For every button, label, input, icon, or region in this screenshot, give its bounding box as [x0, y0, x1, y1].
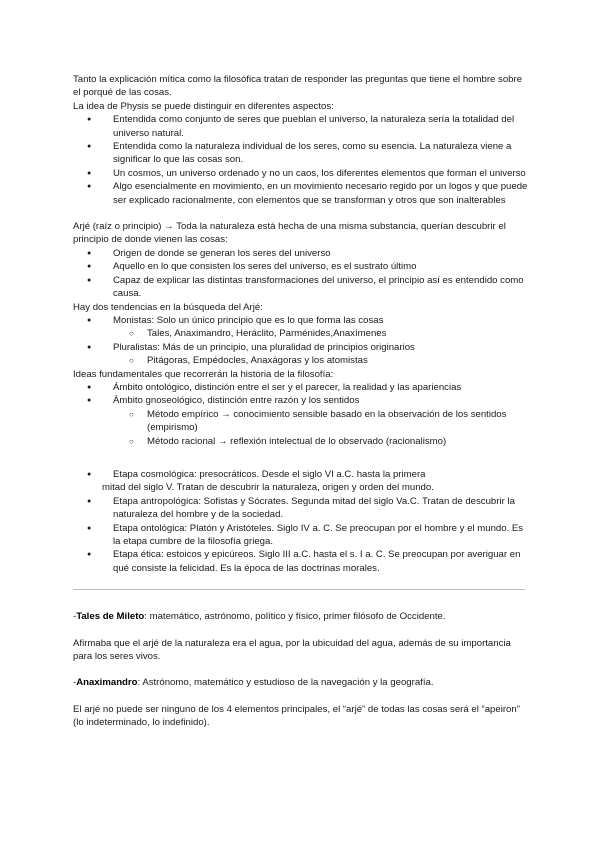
list-item: ● Etapa cosmológica: presocráticos. Desde el siglo VI a.C. hasta la primera	[73, 468, 528, 481]
list-item-continuation: mitad del siglo V. Tratan de descubrir la naturaleza, origen y orden del mundo.	[102, 482, 434, 494]
anaximandro-line: -Anaximandro: Astrónomo, matemático y estudioso de la navegación y la geografía.	[73, 677, 434, 689]
anaximandro-description: : Astrónomo, matemático y estudioso de la navegación y la geografía.	[137, 677, 434, 689]
list-item: ● Un cosmos, un universo ordenado y no un caos, los diferentes elementos que forman el universo	[73, 167, 528, 180]
arje-paragraph: Arjé (raíz o principio) → Toda la naturaleza está hecha de una misma substancia, querían descubrir el principio de donde vienen las cosas:	[73, 221, 506, 246]
sublist-item: ○ Método empírico → conocimiento sensible basado en la observación de los sentidos (empirismo)	[73, 408, 528, 435]
sublist-item: ○ Método racional → reflexión intelectual de lo observado (racionalismo)	[73, 435, 528, 448]
list-item: ● Etapa antropológica: Sofistas y Sócrates. Segunda mitad del siglo Va.C. Tratan de descubrir la naturaleza del hombre y de la sociedad.	[73, 495, 528, 522]
list-item: ● Etapa ética: estoicos y epicúreos. Siglo III a.C. hasta el s. I a. C. Se preocupan por averiguar en qué consiste la felicidad. Es la época de las doctrinas morales.	[73, 548, 528, 575]
tales-name: Tales de Mileto	[76, 611, 145, 623]
ideas-heading: Ideas fundamentales que recorrerán la historia de la filosofía:	[73, 368, 334, 380]
list-item-pluralistas: ● Pluralistas: Más de un principio, una pluralidad de principios originarios	[73, 341, 528, 354]
tales-paragraph: Afirmaba que el arjé de la naturaleza era el agua, por la ubicuidad del agua, además de su importancia para los seres vivos.	[73, 637, 511, 663]
tendencias-list	[73, 314, 528, 368]
list-item: ● Algo esencialmente en movimiento, en un movimiento necesario regido por un logos y que puede ser explicado racionalmente, con elementos que se transforman y otros que son inalterables	[73, 180, 528, 207]
list-item: ● Aquello en lo que consisten los seres del universo, es el sustrato último	[73, 260, 528, 273]
tendencias-heading: Hay dos tendencias en la búsqueda del Arjé:	[73, 301, 263, 313]
intro-paragraph: Tanto la explicación mítica como la filosófica tratan de responder las preguntas que tiene el hombre sobre el porqué de las cosas.	[73, 74, 523, 99]
arje-list	[73, 247, 528, 301]
sublist-item: ○ Pitágoras, Empédocles, Anaxágoras y los atomistas	[73, 354, 528, 367]
list-item-monistas: ● Monistas: Solo un único principio que es lo que forma las cosas	[73, 314, 528, 327]
physis-heading: La idea de Physis se puede distinguir en diferentes aspectos:	[73, 100, 334, 112]
tales-line: -Tales de Mileto: matemático, astrónomo, político y físico, primer filósofo de Occidente.	[73, 611, 446, 623]
list-item: ● Origen de donde se generan los seres del universo	[73, 247, 528, 260]
list-item: ● Ámbito gnoseológico, distinción entre razón y los sentidos	[73, 394, 528, 407]
tales-description: : matemático, astrónomo, político y físico, primer filósofo de Occidente.	[144, 611, 446, 623]
list-item: ● Capaz de explicar las distintas transformaciones del universo, el principio así es entendido como causa.	[73, 274, 528, 301]
list-item: ● Etapa ontológica: Platón y Aristóteles. Siglo IV a. C. Se preocupan por el hombre y el mundo. Es la etapa cumbre de la filosofía griega.	[73, 522, 528, 549]
anaximandro-name: Anaximandro	[76, 677, 138, 689]
anaximandro-paragraph: El arjé no puede ser ninguno de los 4 elementos principales, el “arjé” de todas las cosas será el “apeiron” (lo indeterminado, lo indefinido).	[73, 703, 520, 729]
list-item: ● Ámbito ontológico, distinción entre el ser y el parecer, la realidad y las apariencias	[73, 381, 528, 394]
etapas-list	[73, 468, 528, 575]
sublist-item: ○ Tales, Anaximandro, Heráclito, Parménides,Anaxímenes	[73, 327, 528, 340]
document-page	[73, 73, 528, 730]
ideas-list	[73, 381, 528, 448]
physis-list	[73, 113, 528, 207]
list-item: ● Entendida como conjunto de seres que pueblan el universo, la naturaleza sería la totalidad del universo natural.	[73, 113, 528, 140]
list-item: ● Entendida como la naturaleza individual de los seres, como su esencia. La naturaleza viene a significar lo que las cosas son.	[73, 140, 528, 167]
